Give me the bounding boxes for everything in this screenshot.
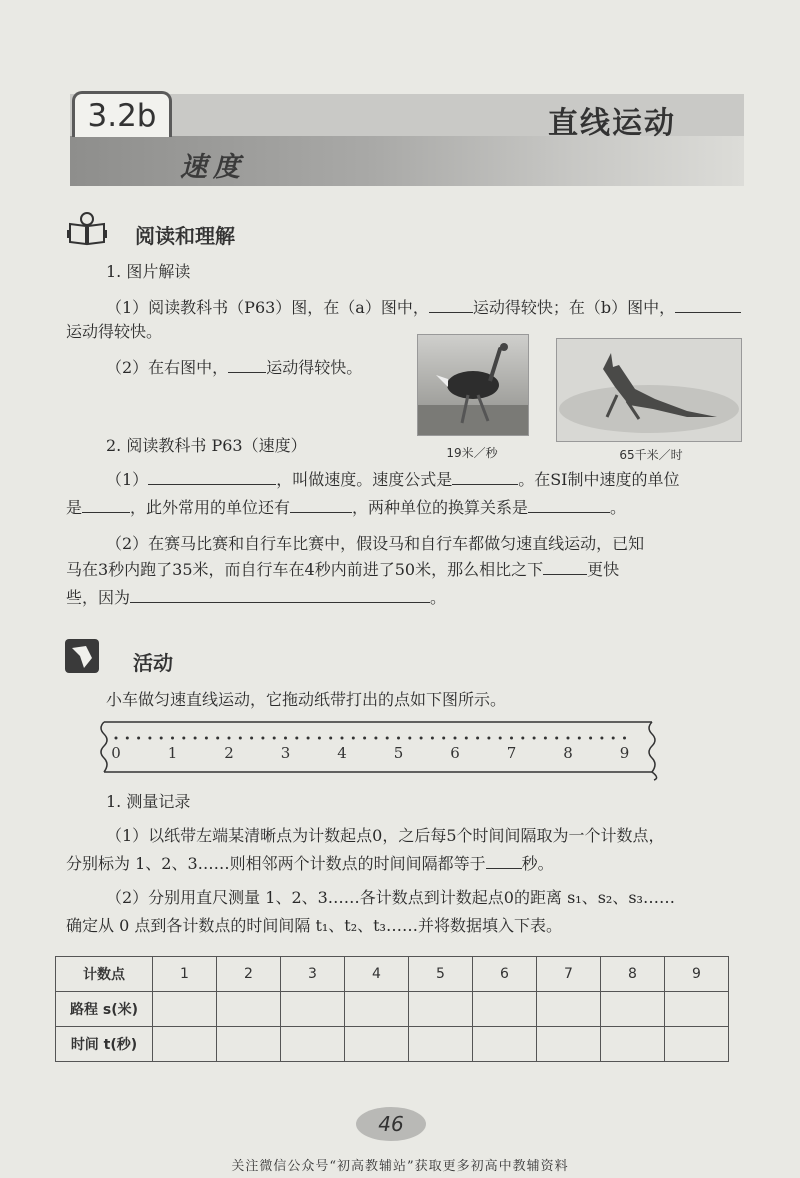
m2-line2: 确定从 0 点到各计数点的时间间隔 t₁、t₂、t₃……并将数据填入下表。 (66, 916, 562, 935)
q4-text-b: 更快 (587, 560, 620, 579)
table-cell[interactable] (281, 992, 345, 1027)
q3-text-e: ，此外常用的单位还有 (130, 498, 291, 517)
q3-text-c: 。在SI制中速度的单位 (518, 470, 680, 489)
tape-dot (295, 737, 298, 740)
chapter-title: 直线运动 (548, 106, 676, 141)
tape-dot (555, 737, 558, 740)
tape-dot (567, 737, 570, 740)
table-cell[interactable] (153, 992, 217, 1027)
tape-label: 1 (167, 744, 178, 762)
section-number: 3.2b (72, 91, 172, 137)
table-row-time (56, 1027, 729, 1062)
tape-dot (476, 737, 479, 740)
tape-label: 8 (563, 744, 573, 762)
tape-dot (386, 737, 389, 740)
tape-label: 6 (450, 744, 460, 762)
q2-text-a: （2）在右图中， (106, 358, 229, 377)
q1-text-b: 运动得较快；在（b）图中， (472, 298, 676, 317)
row-label-distance: 路程 s(米) (56, 992, 153, 1027)
q4-text-d: 。 (430, 588, 447, 607)
tape-dot (307, 737, 310, 740)
answer-blank[interactable] (228, 354, 266, 373)
tape-dot (137, 737, 140, 740)
tape-labels (111, 744, 629, 762)
answer-blank[interactable] (528, 494, 610, 513)
row-label-time: 时间 t(秒) (56, 1027, 153, 1062)
tape-dot (442, 737, 445, 740)
col-header: 6 (473, 957, 537, 992)
answer-blank[interactable] (675, 294, 741, 313)
tape-dot (408, 737, 411, 740)
reading-book-icon (66, 210, 108, 246)
table-cell[interactable] (537, 992, 601, 1027)
table-cell[interactable] (409, 1027, 473, 1062)
tape-label: 9 (619, 744, 630, 762)
tape-dot (578, 737, 581, 740)
tape-dot (171, 737, 174, 740)
col-header: 2 (217, 957, 281, 992)
col-header: 1 (153, 957, 217, 992)
q3-text-g: 。 (610, 498, 627, 517)
tape-dot (148, 737, 151, 740)
col-header: 9 (665, 957, 729, 992)
reading-heading: 阅读和理解 (135, 224, 235, 248)
answer-blank[interactable] (148, 466, 276, 485)
tape-dot (329, 737, 332, 740)
tape-dot (205, 737, 208, 740)
q3-text-f: ，两种单位的换算关系是 (352, 498, 529, 517)
q3-text-b: ，叫做速度。速度公式是 (276, 470, 453, 489)
tape-dot (589, 737, 592, 740)
tape-label: 0 (111, 744, 121, 762)
paper-tape-diagram (96, 716, 666, 782)
question-3-line2 (66, 494, 626, 522)
tape-dot (465, 737, 468, 740)
tape-dot (273, 737, 276, 740)
tape-dot (126, 737, 129, 740)
tape-label: 4 (337, 744, 347, 762)
table-header-row (56, 957, 729, 992)
answer-blank[interactable] (543, 556, 587, 575)
tape-dot (182, 737, 185, 740)
kangaroo-photo (556, 338, 742, 442)
activity-item1-title: 1. 测量记录 (106, 792, 191, 811)
photo2-caption: 65千米／时 (619, 448, 683, 462)
table-cell[interactable] (345, 1027, 409, 1062)
tape-dot (499, 737, 502, 740)
table-cell[interactable] (665, 992, 729, 1027)
col-header: 4 (345, 957, 409, 992)
m2-line1: （2）分别用直尺测量 1、2、3……各计数点到计数起点0的距离 s₁、s₂、s₃…… (106, 888, 675, 907)
q3-text-d: 是 (66, 498, 83, 517)
tape-dot (431, 737, 434, 740)
answer-blank[interactable] (82, 494, 130, 513)
table-cell[interactable] (601, 1027, 665, 1062)
col-header: 5 (409, 957, 473, 992)
q1-text-c: 运动得较快。 (66, 322, 163, 341)
table-cell[interactable] (473, 992, 537, 1027)
measurement-table (55, 956, 729, 1062)
tape-dot (194, 737, 197, 740)
question-2 (106, 354, 362, 382)
answer-blank[interactable] (452, 466, 518, 485)
answer-blank[interactable] (486, 850, 522, 869)
q2-text-b: 运动得较快。 (266, 358, 363, 377)
col-header: 7 (537, 957, 601, 992)
table-cell[interactable] (473, 1027, 537, 1062)
q3-text-a: （1） (106, 470, 149, 489)
q4-line1: （2）在赛马比赛和自行车比赛中，假设马和自行车都做匀速直线运动，已知 (106, 534, 645, 553)
table-cell[interactable] (345, 992, 409, 1027)
col-header: 8 (601, 957, 665, 992)
tape-dot (612, 737, 615, 740)
m1-line2 (66, 850, 554, 878)
table-cell[interactable] (153, 1027, 217, 1062)
tape-dot (454, 737, 457, 740)
answer-blank[interactable] (429, 294, 473, 313)
q4-line3 (66, 584, 446, 612)
answer-blank[interactable] (290, 494, 352, 513)
tape-dot (544, 737, 547, 740)
m1-text-b: 秒。 (521, 854, 554, 873)
table-cell[interactable] (601, 992, 665, 1027)
item1-title: 1. 图片解读 (106, 262, 191, 281)
page-number: 46 (356, 1107, 426, 1141)
q1-text-a: （1）阅读教科书（P63）图，在（a）图中， (106, 298, 429, 317)
tape-dot (374, 737, 377, 740)
m1-line1: （1）以纸带左端某清晰点为计数起点0，之后每5个时间间隔取为一个计数点， (106, 826, 665, 845)
question-1 (106, 294, 741, 322)
tape-dot (318, 737, 321, 740)
tape-label: 3 (280, 744, 291, 762)
tape-dot (397, 737, 400, 740)
q4-text-c: 些，因为 (66, 588, 131, 607)
tape-dot (521, 737, 524, 740)
tape-dot (352, 737, 355, 740)
activity-flag-icon (64, 638, 100, 674)
table-cell[interactable] (409, 992, 473, 1027)
tape-label: 7 (506, 744, 517, 762)
tape-dot (261, 737, 264, 740)
table-cell[interactable] (281, 1027, 345, 1062)
tape-dot (341, 737, 344, 740)
tape-dot (216, 737, 219, 740)
item2-title: 2. 阅读教科书 P63（速度） (106, 436, 307, 455)
tape-dot (420, 737, 423, 740)
tape-dots (115, 737, 627, 740)
photo1-caption: 19米／秒 (446, 446, 498, 460)
q4-text-a: 马在3秒内跑了35米，而自行车在4秒内前进了50米，那么相比之下 (66, 560, 544, 579)
q4-line2 (66, 556, 619, 584)
page-subtitle: 速度 (180, 152, 246, 183)
activity-intro: 小车做匀速直线运动，它拖动纸带打出的点如下图所示。 (106, 690, 507, 709)
tape-dot (363, 737, 366, 740)
ostrich-photo (417, 334, 529, 436)
tape-dot (600, 737, 603, 740)
question-3 (106, 466, 680, 494)
tape-dot (250, 737, 253, 740)
tape-label: 5 (393, 744, 404, 762)
tape-dot (533, 737, 536, 740)
tape-dot (115, 737, 118, 740)
tape-dot (623, 737, 626, 740)
tape-label: 2 (224, 744, 234, 762)
subtitle-bar (70, 136, 744, 186)
table-row-distance (56, 992, 729, 1027)
col-header: 3 (281, 957, 345, 992)
table-cell[interactable] (537, 1027, 601, 1062)
table-cell[interactable] (217, 992, 281, 1027)
tape-dot (160, 737, 163, 740)
tape-dot (487, 737, 490, 740)
m1-text-a: 分别标为 1、2、3……则相邻两个计数点的时间间隔都等于 (66, 854, 486, 873)
activity-heading: 活动 (133, 651, 173, 675)
tape-dot (510, 737, 513, 740)
table-header-label: 计数点 (56, 957, 153, 992)
tape-dot (284, 737, 287, 740)
footer-text: 关注微信公众号“初高教辅站”获取更多初高中教辅资料 (231, 1159, 569, 1174)
answer-blank[interactable] (130, 584, 430, 603)
tape-dot (239, 737, 242, 740)
table-cell[interactable] (217, 1027, 281, 1062)
table-cell[interactable] (665, 1027, 729, 1062)
tape-dot (228, 737, 231, 740)
